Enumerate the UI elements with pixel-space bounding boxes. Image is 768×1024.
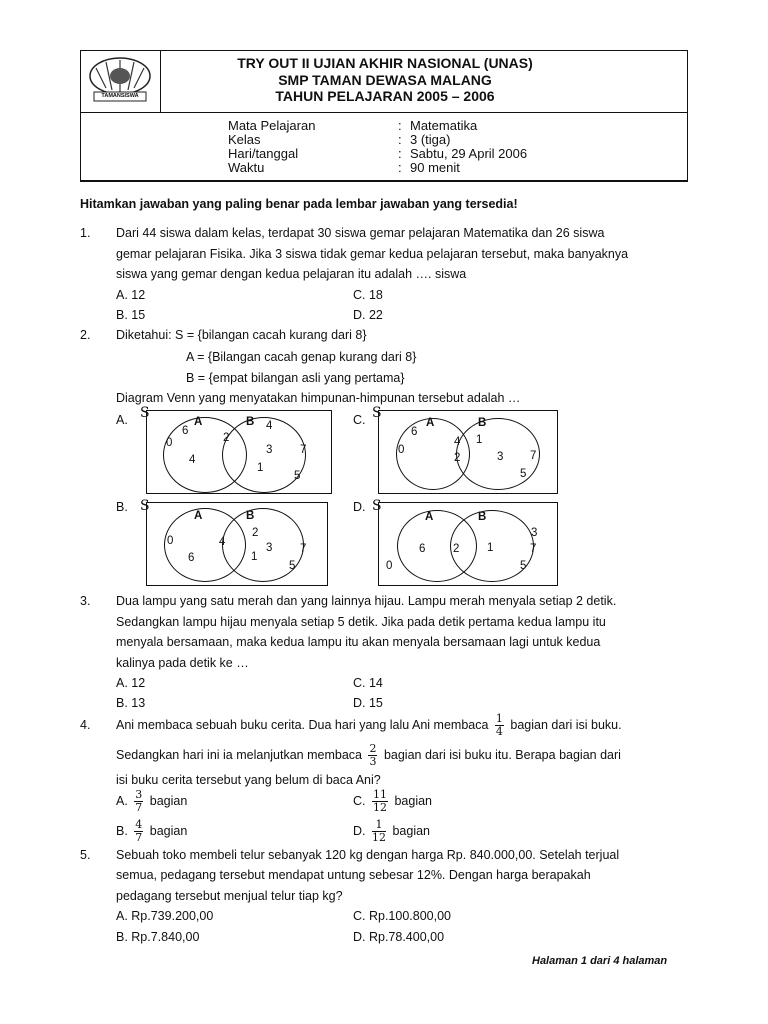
venn-number: 2 (454, 452, 461, 464)
option-unit: bagian (149, 824, 188, 838)
fraction-numerator: 1 (372, 819, 386, 832)
q4-line2 (116, 740, 621, 770)
fraction-denominator: 7 (135, 801, 143, 815)
q4-line1-text: Ani membaca sebuah buku cerita. Dua hari yang lalu Ani membaca (116, 718, 489, 732)
q3-line3: menyala bersamaan, maka kedua lampu itu akan menyala bersamaan lagi untuk kedua (116, 635, 601, 649)
venn-set-b-label: B (246, 510, 255, 522)
fraction-denominator: 12 (372, 801, 387, 815)
venn-number: 0 (166, 437, 173, 449)
school-name: SMP TAMAN DEWASA MALANG (278, 72, 492, 88)
logo-text: TAMANSISWA (101, 93, 139, 99)
q5-option-d: D. Rp.78.400,00 (353, 930, 445, 944)
venn-set-b-label: B (478, 417, 487, 429)
q4-line2-text: Sedangkan hari ini ia melanjutkan membaca (116, 748, 362, 762)
q5-option-b: B. Rp.7.840,00 (116, 930, 200, 944)
venn-universe-label: S (140, 405, 150, 421)
venn-number: 5 (520, 468, 527, 480)
info-value-class: 3 (tiga) (410, 132, 451, 147)
venn-number: 4 (219, 536, 226, 548)
fraction (134, 789, 143, 814)
q5-option-c: C. Rp.100.800,00 (353, 909, 451, 923)
info-label-date: Hari/tanggal (228, 146, 299, 161)
q2-line1: Diketahui: S = {bilangan cacah kurang dari 8} (116, 328, 367, 342)
q1-line3: siswa yang gemar dengan kedua pelajaran itu adalah …. siswa (116, 267, 467, 281)
q3-option-c: C. 14 (353, 676, 383, 690)
fraction (372, 819, 386, 844)
option-unit: bagian (392, 824, 431, 838)
venn-universe-label: S (140, 498, 150, 514)
q4-option-c (353, 786, 432, 816)
venn-universe-label: S (372, 405, 382, 421)
q1-line2: gemar pelajaran Fisika. Jika 3 siswa tidak gemar kedua pelajaran tersebut, maka banyaknya (116, 247, 629, 261)
q1-option-b: B. 15 (116, 308, 146, 322)
option-unit: bagian (394, 794, 433, 808)
option-label: C. (353, 794, 366, 808)
venn-number: 7 (530, 543, 537, 555)
q3-option-d: D. 15 (353, 696, 383, 710)
venn-number: 7 (530, 450, 537, 462)
q4-option-d (353, 816, 430, 846)
q2-line2: A = {Bilangan cacah genap kurang dari 8} (186, 350, 417, 364)
q3-line4: kalinya pada detik ke … (116, 656, 249, 670)
info-sep: : (398, 146, 402, 161)
q4-number: 4. (80, 718, 91, 732)
q5-line1: Sebuah toko membeli telur sebanyak 120 kg dengan harga Rp. 840.000,00. Setelah terjual (116, 848, 620, 862)
venn-number: 7 (300, 444, 307, 456)
q2-option-d: D. (353, 500, 366, 514)
q2-option-a: A. (116, 413, 128, 427)
venn-number: 7 (300, 543, 307, 555)
fraction-numerator: 2 (369, 742, 377, 756)
info-value-time: 90 menit (410, 160, 460, 175)
venn-set-a-label: A (194, 416, 203, 428)
venn-number: 3 (266, 444, 273, 456)
venn-set-b-label: B (246, 416, 255, 428)
venn-number: 6 (182, 425, 189, 437)
fraction (495, 713, 504, 738)
academic-year: TAHUN PELAJARAN 2005 – 2006 (275, 88, 495, 104)
venn-universe-label: S (372, 498, 382, 514)
q5-number: 5. (80, 848, 91, 862)
venn-number: 3 (266, 542, 273, 554)
school-logo (84, 54, 156, 109)
q1-number: 1. (80, 226, 91, 240)
fraction-denominator: 4 (495, 725, 503, 739)
venn-number: 3 (497, 451, 504, 463)
q4-line1 (116, 710, 622, 740)
venn-set-a-label: A (425, 511, 434, 523)
q3-line2: Sedangkan lampu hijau menyala setiap 5 detik. Jika pada detik pertama kedua lampu itu (116, 615, 606, 629)
q5-line2: semua, pedagang tersebut mendapat untung sebesar 12%. Dengan harga berapakah (116, 868, 591, 882)
fraction-denominator: 7 (135, 831, 143, 845)
header-rule (80, 112, 687, 113)
info-rule (80, 180, 687, 181)
venn-number: 0 (398, 444, 405, 456)
option-unit: bagian (149, 794, 188, 808)
fraction-numerator: 11 (372, 788, 387, 802)
fraction (134, 819, 143, 844)
venn-number: 1 (487, 542, 494, 554)
q2-option-b: B. (116, 500, 128, 514)
info-sep: : (398, 132, 402, 147)
q3-line1: Dua lampu yang satu merah dan yang lainnya hijau. Lampu merah menyala setiap 2 detik. (116, 594, 617, 608)
q1-line1: Dari 44 siswa dalam kelas, terdapat 30 siswa gemar pelajaran Matematika dan 26 siswa (116, 226, 605, 240)
venn-number: 1 (257, 462, 264, 474)
fraction-denominator: 12 (371, 831, 386, 845)
venn-number: 5 (294, 470, 301, 482)
venn-number: 4 (454, 436, 461, 448)
q3-number: 3. (80, 594, 91, 608)
venn-number: 4 (266, 420, 273, 432)
venn-number: 6 (188, 552, 195, 564)
venn-set-a-label: A (194, 510, 203, 522)
venn-number: 2 (453, 543, 460, 555)
venn-number: 2 (223, 432, 230, 444)
info-value-date: Sabtu, 29 April 2006 (410, 146, 528, 161)
option-label: D. (353, 824, 366, 838)
q5-line3: pedagang tersebut menjual telur tiap kg? (116, 889, 343, 903)
venn-number: 0 (386, 560, 393, 572)
q4-line2-tail: bagian dari isi buku itu. Berapa bagian dari (383, 748, 621, 762)
option-label: A. (116, 794, 128, 808)
venn-number: 0 (167, 535, 174, 547)
q1-option-a: A. 12 (116, 288, 146, 302)
venn-number: 1 (476, 434, 483, 446)
info-label-time: Waktu (228, 160, 265, 175)
q4-line1-tail: bagian dari isi buku. (510, 718, 622, 732)
venn-number: 1 (251, 551, 258, 563)
q2-line3: B = {empat bilangan asli yang pertama} (186, 371, 405, 385)
info-sep: : (398, 118, 402, 133)
q4-line3: isi buku cerita tersebut yang belum di baca Ani? (116, 773, 381, 787)
venn-number: 5 (520, 560, 527, 572)
venn-number: 2 (252, 527, 259, 539)
info-label-class: Kelas (228, 132, 261, 147)
q1-option-d: D. 22 (353, 308, 383, 322)
q2-number: 2. (80, 328, 91, 342)
venn-number: 3 (531, 527, 538, 539)
venn-set-b-label: B (478, 511, 487, 523)
venn-number: 5 (289, 560, 296, 572)
header-divider (160, 50, 161, 112)
info-label-subject: Mata Pelajaran (228, 118, 316, 133)
venn-number: 6 (419, 543, 426, 555)
option-label: B. (116, 824, 128, 838)
page-footer: Halaman 1 dari 4 halaman (532, 955, 668, 967)
fraction (372, 789, 388, 814)
fraction-denominator: 3 (369, 755, 377, 769)
fraction-numerator: 1 (495, 712, 503, 726)
q2-line4: Diagram Venn yang menyatakan himpunan-himpunan tersebut adalah … (116, 391, 521, 405)
q1-option-c: C. 18 (353, 288, 383, 302)
fraction-numerator: 4 (135, 818, 143, 832)
q4-option-b (116, 816, 187, 846)
instruction: Hitamkan jawaban yang paling benar pada lembar jawaban yang tersedia! (80, 197, 518, 211)
venn-number: 4 (189, 454, 196, 466)
exam-title: TRY OUT II UJIAN AKHIR NASIONAL (UNAS) (237, 55, 533, 71)
q4-option-a (116, 786, 187, 816)
info-value-subject: Matematika (410, 118, 478, 133)
fraction-numerator: 3 (135, 788, 143, 802)
info-sep: : (398, 160, 402, 175)
q3-option-a: A. 12 (116, 676, 146, 690)
q2-option-c: C. (353, 413, 366, 427)
q5-option-a: A. Rp.739.200,00 (116, 909, 214, 923)
venn-set-a-label: A (426, 417, 435, 429)
venn-number: 6 (411, 426, 418, 438)
q3-option-b: B. 13 (116, 696, 146, 710)
fraction (368, 743, 377, 768)
